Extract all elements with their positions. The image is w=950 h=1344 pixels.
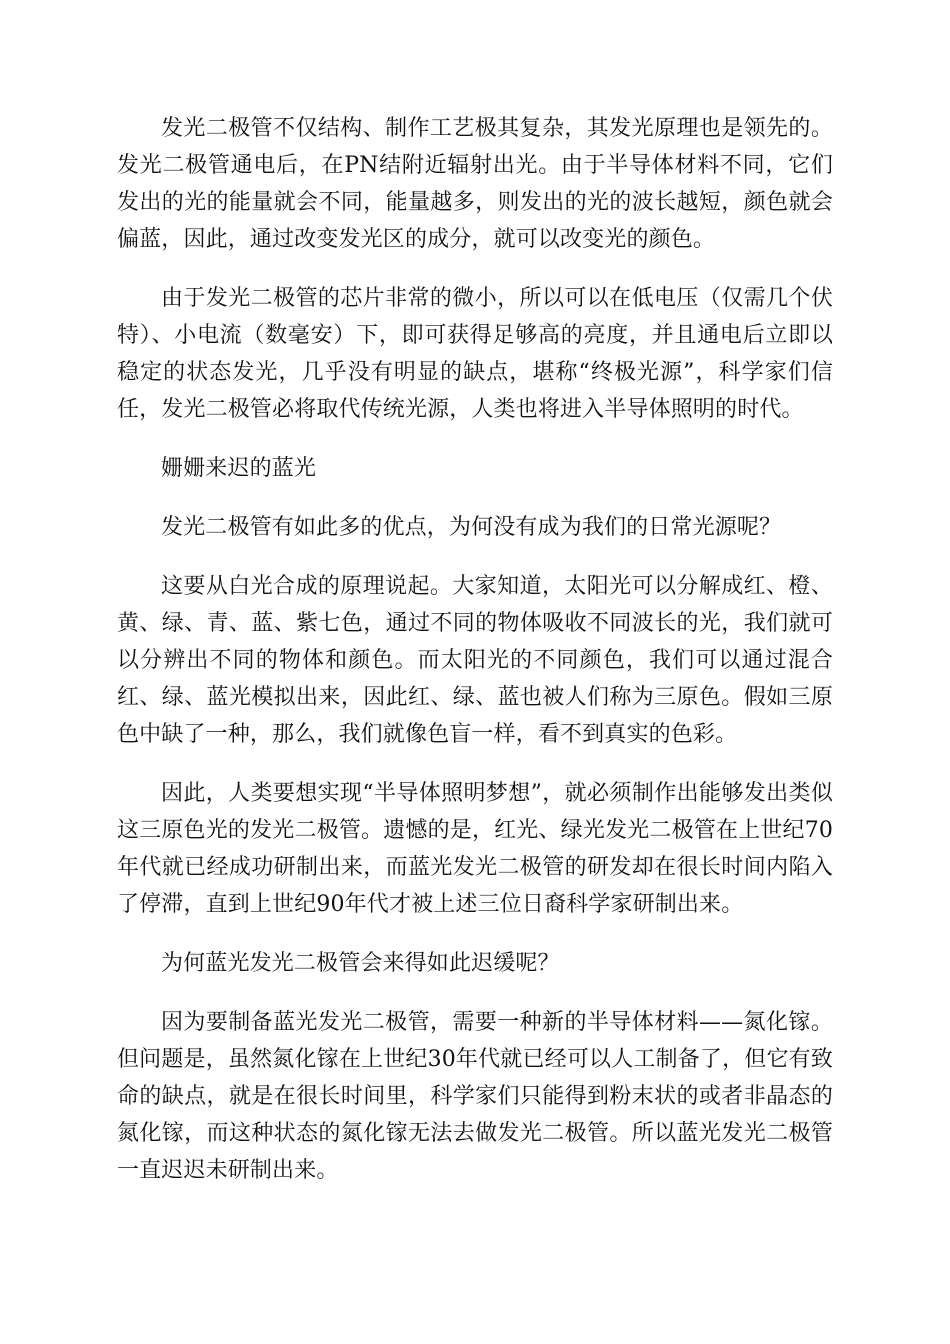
paragraph-question-daily-light: 发光二极管有如此多的优点，为何没有成为我们的日常光源呢？ — [161, 515, 782, 540]
section-heading-blue-light: 姗姗来迟的蓝光 — [161, 456, 317, 481]
paragraph-gallium-nitride: 因为要制备蓝光发光二极管，需要一种新的半导体材料——氮化镓。但问题是，虽然氮化镓在上世纪30年代就已经可以人工制备了，但它有致命的缺点，就是在很长时间里，科学家们只能得到粉末状的或者非晶态的氮化镓，而这种状态的氮化镓无法去做发光二极管。所以蓝光发光二极管一直迟迟未研制出来。 — [117, 1010, 833, 1183]
paragraph-white-light-synthesis: 这要从白光合成的原理说起。大家知道，太阳光可以分解成红、橙、黄、绿、青、蓝、紫七色，通过不同的物体吸收不同波长的光，我们就可以分辨出不同的物体和颜色。而太阳光的不同颜色，我们可以通过混合红、绿、蓝光模拟出来，因此红、绿、蓝也被人们称为三原色。假如三原色中缺了一种，那么，我们就像色盲一样，看不到真实的色彩。 — [117, 574, 833, 747]
paragraph-led-principle: 发光二极管不仅结构、制作工艺极其复杂，其发光原理也是领先的。发光二极管通电后，在PN结附近辐射出光。由于半导体材料不同，它们发出的光的能量就会不同，能量越多，则发出的光的波长越短，颜色就会偏蓝，因此，通过改变发光区的成分，就可以改变光的颜色。 — [117, 116, 833, 252]
document-page — [117, 110, 833, 1211]
paragraph-three-primary-colors-led: 因此，人类要想实现“半导体照明梦想”，就必须制作出能够发出类似这三原色光的发光二极管。遗憾的是，红光、绿光发光二极管在上世纪70年代就已经成功研制出来，而蓝光发光二极管的研发却在很长时间内陷入了停滞，直到上世纪90年代才被上述三位日裔科学家研制出来。 — [117, 781, 833, 917]
paragraph-led-advantages: 由于发光二极管的芯片非常的微小，所以可以在低电压（仅需几个伏特）、小电流（数毫安）下，即可获得足够高的亮度，并且通电后立即以稳定的状态发光，几乎没有明显的缺点，堪称“终极光源”，科学家们信任，发光二极管必将取代传统光源，人类也将进入半导体照明的时代。 — [117, 286, 833, 422]
paragraph-question-blue-delay: 为何蓝光发光二极管会来得如此迟缓呢？ — [161, 951, 560, 976]
